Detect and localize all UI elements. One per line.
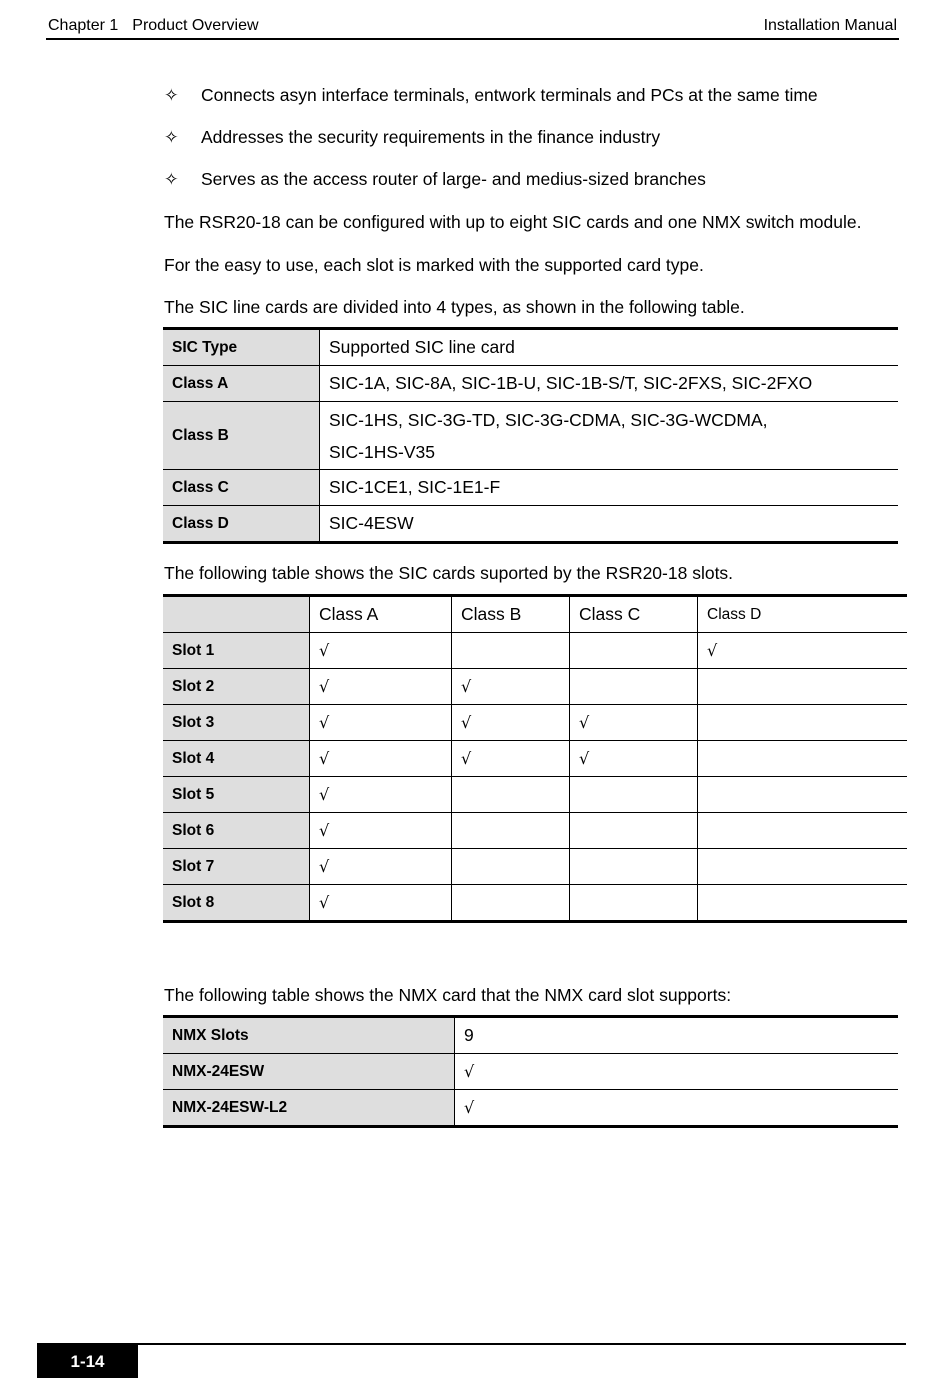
table-header-row [163, 329, 898, 366]
bullet-text: Connects asyn interface terminals, entwork terminals and PCs at the same time [201, 85, 818, 105]
check-cell: √ [310, 813, 452, 849]
bullet-icon: ✧ [164, 169, 179, 189]
table-row [163, 669, 907, 705]
check-cell [698, 777, 908, 813]
sic-type-table [163, 327, 898, 544]
check-cell [570, 669, 698, 705]
check-cell [452, 633, 570, 669]
table-header-cell: Class B [452, 596, 570, 633]
table-row [163, 633, 907, 669]
header-chapter: Chapter 1 [48, 17, 119, 34]
table-header-cell: SIC Type [163, 329, 320, 366]
paragraph: The following table shows the SIC cards suported by the RSR20-18 slots. [164, 563, 734, 583]
slot-label-cell: Slot 6 [163, 813, 310, 849]
nmx-value-cell: 9 [455, 1017, 899, 1054]
check-cell [452, 813, 570, 849]
paragraph: For the easy to use, each slot is marked with the supported card type. [164, 255, 704, 275]
check-cell: √ [570, 741, 698, 777]
footer-divider [37, 1343, 906, 1345]
bullet-icon: ✧ [164, 85, 179, 105]
nmx-value-cell: √ [464, 1098, 475, 1117]
check-cell: √ [310, 777, 452, 813]
table-row [163, 813, 907, 849]
table-row [163, 741, 907, 777]
page-number: 1-14 [37, 1345, 138, 1378]
sic-cards-cell: SIC-1A, SIC-8A, SIC-1B-U, SIC-1B-S/T, SIC-2FXS, SIC-2FXO [320, 366, 899, 402]
check-cell [570, 777, 698, 813]
table-header-row [163, 596, 907, 633]
table-corner-cell [163, 596, 310, 633]
check-cell: √ [310, 669, 452, 705]
bullet-item [164, 84, 818, 106]
bullet-item [164, 126, 660, 148]
table-row [163, 885, 907, 922]
paragraph: The following table shows the NMX card that the NMX card slot supports: [164, 985, 732, 1005]
check-cell [698, 741, 908, 777]
sic-type-cell: Class B [163, 402, 320, 470]
sic-cards-line: SIC-1HS-V35 [329, 441, 436, 462]
bullet-text: Serves as the access router of large- and medius-sized branches [201, 169, 706, 189]
check-cell: √ [570, 705, 698, 741]
check-cell: √ [452, 741, 570, 777]
header-doc-title: Installation Manual [763, 17, 897, 34]
slot-label-cell: Slot 3 [163, 705, 310, 741]
check-cell: √ [310, 885, 452, 922]
slot-label-cell: Slot 4 [163, 741, 310, 777]
sic-cards-cell: SIC-1CE1, SIC-1E1-F [320, 470, 899, 506]
table-row [163, 777, 907, 813]
table-row [163, 849, 907, 885]
check-cell [698, 885, 908, 922]
table-row [163, 1054, 898, 1090]
slot-support-table [163, 594, 907, 923]
nmx-table [163, 1015, 898, 1128]
check-cell [570, 633, 698, 669]
slot-label-cell: Slot 5 [163, 777, 310, 813]
check-cell [698, 849, 908, 885]
table-header-cell: Class A [310, 596, 452, 633]
table-header-cell: Supported SIC line card [320, 329, 899, 366]
check-cell: √ [310, 705, 452, 741]
sic-cards-cell [320, 402, 899, 470]
table-row [163, 1090, 898, 1127]
nmx-label-cell: NMX Slots [163, 1017, 455, 1054]
slot-label-cell: Slot 2 [163, 669, 310, 705]
table-row [163, 402, 898, 470]
nmx-label-cell: NMX-24ESW [163, 1054, 455, 1090]
check-cell [452, 777, 570, 813]
table-row [163, 705, 907, 741]
header-section: Product Overview [132, 17, 259, 34]
check-cell [452, 885, 570, 922]
check-cell: √ [452, 705, 570, 741]
sic-type-cell: Class C [163, 470, 320, 506]
nmx-value-cell: √ [455, 1054, 899, 1090]
check-cell [698, 813, 908, 849]
check-cell [698, 705, 908, 741]
check-cell: √ [698, 633, 908, 669]
table-row [163, 506, 898, 543]
paragraph: The SIC line cards are divided into 4 types, as shown in the following table. [164, 297, 745, 317]
page-header [46, 16, 899, 40]
check-cell [570, 885, 698, 922]
header-left [48, 16, 259, 36]
sic-cards-line: SIC-1HS, SIC-3G-TD, SIC-3G-CDMA, SIC-3G-WCDMA, [329, 409, 768, 430]
check-cell: √ [310, 633, 452, 669]
table-row [163, 366, 898, 402]
check-cell: √ [310, 849, 452, 885]
bullet-item [164, 168, 706, 190]
slot-label-cell: Slot 7 [163, 849, 310, 885]
table-header-cell: Class C [570, 596, 698, 633]
check-cell [698, 669, 908, 705]
table-row [163, 1017, 898, 1054]
check-cell [570, 849, 698, 885]
table-header-cell: Class D [698, 596, 908, 633]
paragraph: The RSR20-18 can be configured with up to eight SIC cards and one NMX switch module. [164, 212, 862, 232]
check-cell: √ [310, 741, 452, 777]
check-cell [570, 813, 698, 849]
table-row [163, 470, 898, 506]
bullet-icon: ✧ [164, 127, 179, 147]
nmx-label-cell: NMX-24ESW-L2 [163, 1090, 455, 1127]
slot-label-cell: Slot 1 [163, 633, 310, 669]
slot-label-cell: Slot 8 [163, 885, 310, 922]
bullet-text: Addresses the security requirements in the finance industry [201, 127, 661, 147]
sic-type-cell: Class A [163, 366, 320, 402]
sic-cards-cell: SIC-4ESW [329, 513, 414, 533]
check-cell: √ [452, 669, 570, 705]
check-cell [452, 849, 570, 885]
sic-type-cell: Class D [163, 506, 320, 543]
